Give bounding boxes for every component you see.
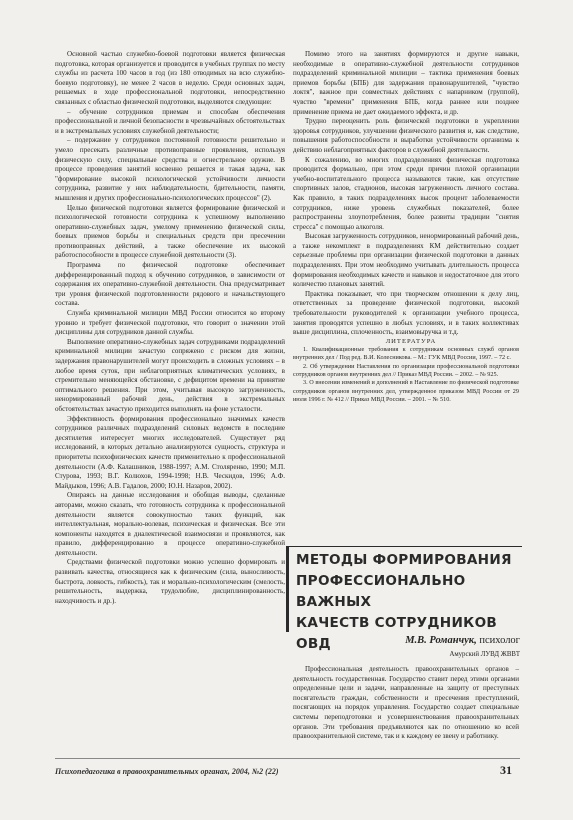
paragraph: Помимо этого на занятиях формируются и другие навыки, необходимые в оперативно-служебной деятельности сотрудников подразделений криминальной милиции – тактика применения боевых приемов борьбы (БПБ) для задержания правонарушителей, "чувство локтя", важное при совместных действиях с напарником (группой), чувство "времени" применения БПБ, когда раннее или позднее применение приема не дает ожидаемого эффекта, и др. [293, 50, 519, 116]
references-heading: ЛИТЕРАТУРА [385, 337, 437, 345]
paragraph: Программа по физической подготовке обеспечивает дифференцированный подход к обучению сотрудников, в зависимости от содержания их оперативно-служебной деятельности. Она предусматривает три уровня физической подготовленности рядового и начальствующего состава. [55, 261, 285, 308]
reference-item: 1. Квалификационные требования к сотрудникам основных служб органов внутренних дел / Под ред. В.И. Колесникова. – М.: ГУК МВД России, 1997. – 72 с. [293, 346, 519, 362]
article-title-line: ПРОФЕССИОНАЛЬНО ВАЖНЫХ [296, 573, 466, 610]
paragraph: Целью физической подготовки является формирование физической и психологической готовности сотрудника к успешному выполнению оперативно-служебных задач, умелому применению физической силы, боевых приемов борьбы и специальных средств при пресечении противоправных действий, а также обеспечение их высокой работоспособности в процессе служебной деятельности (3). [55, 203, 285, 260]
footer-divider [55, 758, 520, 759]
paragraph: Средствами физической подготовки можно успешно формировать и развивать качества, относящиеся как к физическим (сила, выносливость, быстрота, ловкость, гибкость), так и морально-психологическим (смелость, решительность, выдержка, трудолюбие, дисциплинированность, находчивость и др.). [55, 558, 285, 605]
references [293, 338, 519, 404]
paragraph: Профессиональная деятельность правоохранительных органов – деятельность государственная. Государство ставит перед этими органами определенные цели и задачи, направленные на защиту от преступных посягательств граждан, собственности и пресечения преступлений, посягающих на порядок управления. Государство создает специальные системы переподготовки и усовершенствования правоохранительных органов. Эти требования предъявляются как по отношению ко всей правоохранительной системе, так и к каждому ее звену и работнику. [293, 665, 519, 741]
paragraph: Опираясь на данные исследования и обобщая выводы, сделанные авторами, можно сказать, что готовность сотрудника к профессиональной деятельности является совокупностью таких функций, как интеллектуальная, морально-волевая, психическая и физическая. Все эти компоненты находятся в диалектической взаимосвязи и проявляются, как правило, дифференцированно в процессе оперативно-служебной деятельности. [55, 491, 285, 557]
reference-item: 2. Об утверждении Наставления по организации профессиональной подготовки сотрудников органов внутренних дел // Приказ МВД России. – 2002. – № 925. [293, 362, 519, 378]
page-number: 31 [500, 763, 512, 777]
article-author [360, 635, 520, 647]
right-column [293, 50, 519, 404]
reference-item: 3. О внесении изменений и дополнений в Наставление по физической подготовке сотрудников органов внутренних дел, утвержденное приказом МВД России от 29 июля 1996 г. № 412 // Приказ МВД России. – 2001. – № 510. [293, 379, 519, 403]
paragraph: Высокая загруженность сотрудников, ненормированный рабочий день, а также некомплект в подразделениях КМ действительно создает серьезные проблемы при организации физической подготовки в данных подразделениях. При этом необходимо учитывать длительность процесса формирования необходимых качеств и навыков и недостаточное для этого количество плановых занятий. [293, 232, 519, 289]
paragraph: Практика показывает, что при творческом отношении к делу лиц, ответственных за проведение физической подготовки, высокой требовательности руководителей к организации учебного процесса, занятия проводятся успешно в любых условиях, и в таких коллективах выше дисциплина, сплоченность, взаимовыручка и т.д. [293, 289, 519, 337]
paragraph: Выполнение оперативно-служебных задач сотрудниками подразделений криминальной милиции зачастую сопряжено с риском для жизни, задержания правонарушителей могут происходить в сложных условиях – в любое время суток, при неблагоприятных климатических условиях, в стремительно меняющейся обстановке, с дефицитом времени на принятие оптимального решения. При этом, учитывая высокую загруженность, ненормированный рабочий день, действия в экстремальных обстоятельствах зачастую приходится выполнять на фоне усталости. [55, 337, 285, 413]
article-body [293, 665, 519, 742]
left-column [55, 50, 285, 606]
article-title-line: КАЧЕСТВ СОТРУДНИКОВ ОВД [296, 615, 498, 652]
paragraph: – обучение сотрудников приемам и способам обеспечения профессиональной и личной безопасности в чрезвычайных обстоятельствах и в экстремальных условиях служебной деятельности; [55, 107, 285, 135]
paragraph: – подержание у сотрудников постоянной готовности решительно и умело пресекать различные противоправные проявления, используя физическую силу, специальные средства и огнестрельное оружие. В процессе проведения занятий косвенно решается и такая задача, как "формирование высокой психологической устойчивости личности сотрудника, развитие у них наблюдательности, бдительности, памяти, мышления и других профессионально-психологических процессов" (2). [55, 136, 285, 202]
article-title-line: МЕТОДЫ ФОРМИРОВАНИЯ [296, 552, 512, 568]
author-affiliation: Амурский ЛУВД ЖВВТ [449, 651, 520, 658]
paragraph: Служба криминальной милиции МВД России относится ко второму уровню и требует физической подготовки, что говорит о значении этой дисциплины для сотрудников данной службы. [55, 309, 285, 337]
paragraph: К сожалению, во многих подразделениях физическая подготовка проводится формально, при этом среди причин плохой организации учебно-воспитательного процесса называются такие, как отсутствие спортивных залов, стадионов, высокая загруженность личного состава. Как правило, в таких подразделениях высок процент заболеваемости сотрудников, ниже уровень служебных показателей, более распространены злоупотребления, более развиты традиции "снятия стресса" с помощью алкоголя. [293, 155, 519, 231]
paragraph: Основной частью служебно-боевой подготовки является физическая подготовка, которая организуется и проводится в учебных группах по месту службы из расчета 100 часов в год (из 180 отводимых на всю служебно-боевую подготовку), не менее 2 часов в неделю. Среди основных задач, решаемых в ходе профессиональной подготовки, непосредственно связанных с областью физической подготовки, выделяются следующие: [55, 50, 285, 106]
paragraph: Трудно переоценить роль физической подготовки в укреплении здоровья сотрудников, улучшении физического развития и, как следствие, повышения работоспособности и выработки устойчивости организма к действию неблагоприятных факторов в служебной деятельности. [293, 117, 519, 154]
author-role: психолог [476, 635, 520, 646]
author-name: М.В. Романчук, [405, 635, 477, 646]
journal-citation: Психопедагогика в правоохранительных органах, 2004, №2 (22) [55, 767, 279, 776]
paragraph: Эффективность формирования профессионально значимых качеств сотрудников различных подразделений силовых ведомств в последние десятилетия интересует многих исследователей. Существует ряд исследований, в которых детально анализируются сущность, структура и приоритеты психофизических качеств применительно к профессиональной деятельности (А.Ф. Калашников, 1988-1997; А.М. Столяренко, 1990; М.П. Стурова, 1993; В.Г. Колюхов, 1994-1998; Н.В. Ческидов, 1996; А.Ф. Майдыков, 1996; А.В. Гадалов, 2000; Ю.Н. Назаров, 2002). [55, 414, 285, 490]
